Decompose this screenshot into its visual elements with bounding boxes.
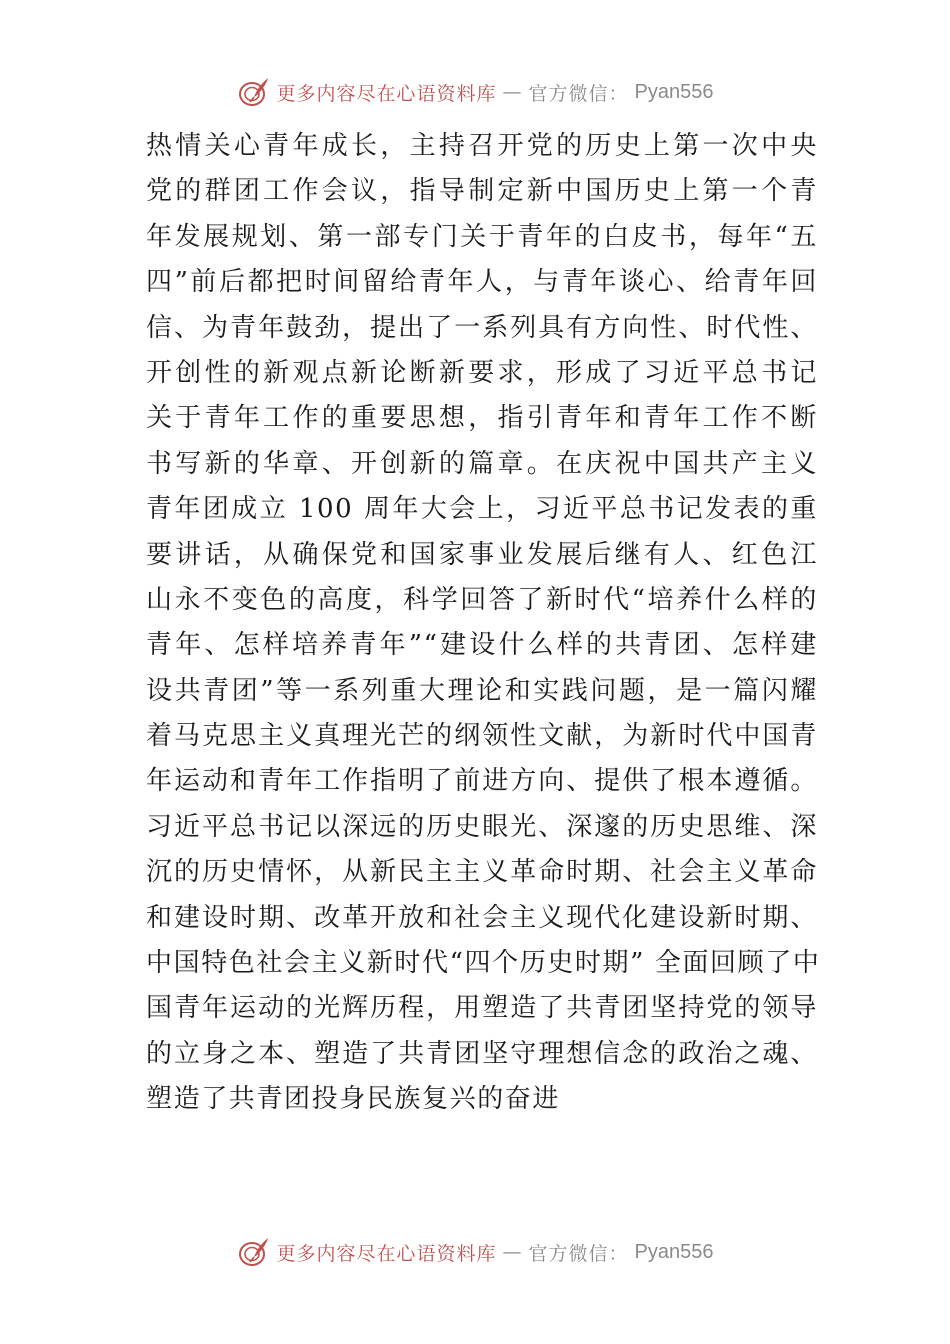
body-line: 的立身之本、塑造了共青团坚守理想信念的政治之魂、 (146, 1038, 818, 1069)
body-line: 年发展规划、第一部专门关于青年的白皮书，每年“五 (146, 221, 818, 252)
body-line: 要讲话，从确保党和国家事业发展后继有人、红色江 (146, 539, 818, 570)
body-line: 信、为青年鼓劲，提出了一系列具有方向性、时代性、 (146, 312, 818, 343)
body-line: 塑造了共青团投身民族复兴的奋进 (146, 1084, 561, 1115)
body-line: 书写新的华章、开创新的篇章。在庆祝中国共产主义 (146, 448, 818, 479)
body-line: 着马克思主义真理光芒的纲领性文献，为新时代中国青 (146, 721, 818, 752)
body-line: 青年、怎样培养青年”“建设什么样的共青团、怎样建 (146, 630, 818, 661)
body-line: 和建设时期、改革开放和社会主义现代化建设新时期、 (146, 902, 818, 933)
watermark-handle: Pyan556 (634, 1240, 714, 1263)
header-watermark (0, 72, 950, 112)
body-line: 热情关心青年成长，主持召开党的历史上第一次中央 (146, 131, 818, 161)
body-line: 习近平总书记以深远的历史眼光、深邃的历史思维、深 (146, 811, 818, 842)
quill-logo-icon (237, 1235, 271, 1269)
body-line: 年运动和青年工作指明了前进方向、提供了根本遵循。 (146, 766, 818, 797)
watermark-contact-label: 官方微信： (528, 82, 629, 105)
watermark-contact-label: 官方微信： (528, 1242, 629, 1265)
body-line: 党的群团工作会议，指导制定新中国历史上第一个青 (146, 176, 818, 207)
body-line: 国青年运动的光辉历程，用塑造了共青团坚持党的领导 (146, 993, 818, 1024)
document-body (146, 124, 821, 1123)
footer-watermark (0, 1232, 950, 1272)
body-line: 开创性的新观点新论断新要求，形成了习近平总书记 (146, 357, 818, 388)
watermark-separator: — (502, 81, 523, 103)
watermark-handle: Pyan556 (634, 80, 714, 103)
watermark-separator: — (502, 1241, 523, 1263)
body-line: 中国特色社会主义新时代“四个历史时期” 全面回顾了中 (146, 948, 821, 979)
body-line: 设共青团”等一系列重大理论和实践问题，是一篇闪耀 (146, 675, 818, 706)
quill-logo-icon (237, 75, 271, 109)
watermark-brand: 更多内容尽在心语资料库 (276, 82, 497, 105)
body-line: 四”前后都把时间留给青年人，与青年谈心、给青年回 (146, 267, 818, 298)
body-line: 山永不变色的高度，科学回答了新时代“培养什么样的 (146, 584, 818, 615)
body-line: 沉的历史情怀，从新民主主义革命时期、社会主义革命 (146, 857, 818, 888)
body-line: 青年团成立 100 周年大会上，习近平总书记发表的重 (146, 494, 818, 525)
body-line: 关于青年工作的重要思想，指引青年和青年工作不断 (146, 403, 818, 434)
watermark-brand: 更多内容尽在心语资料库 (276, 1242, 497, 1265)
